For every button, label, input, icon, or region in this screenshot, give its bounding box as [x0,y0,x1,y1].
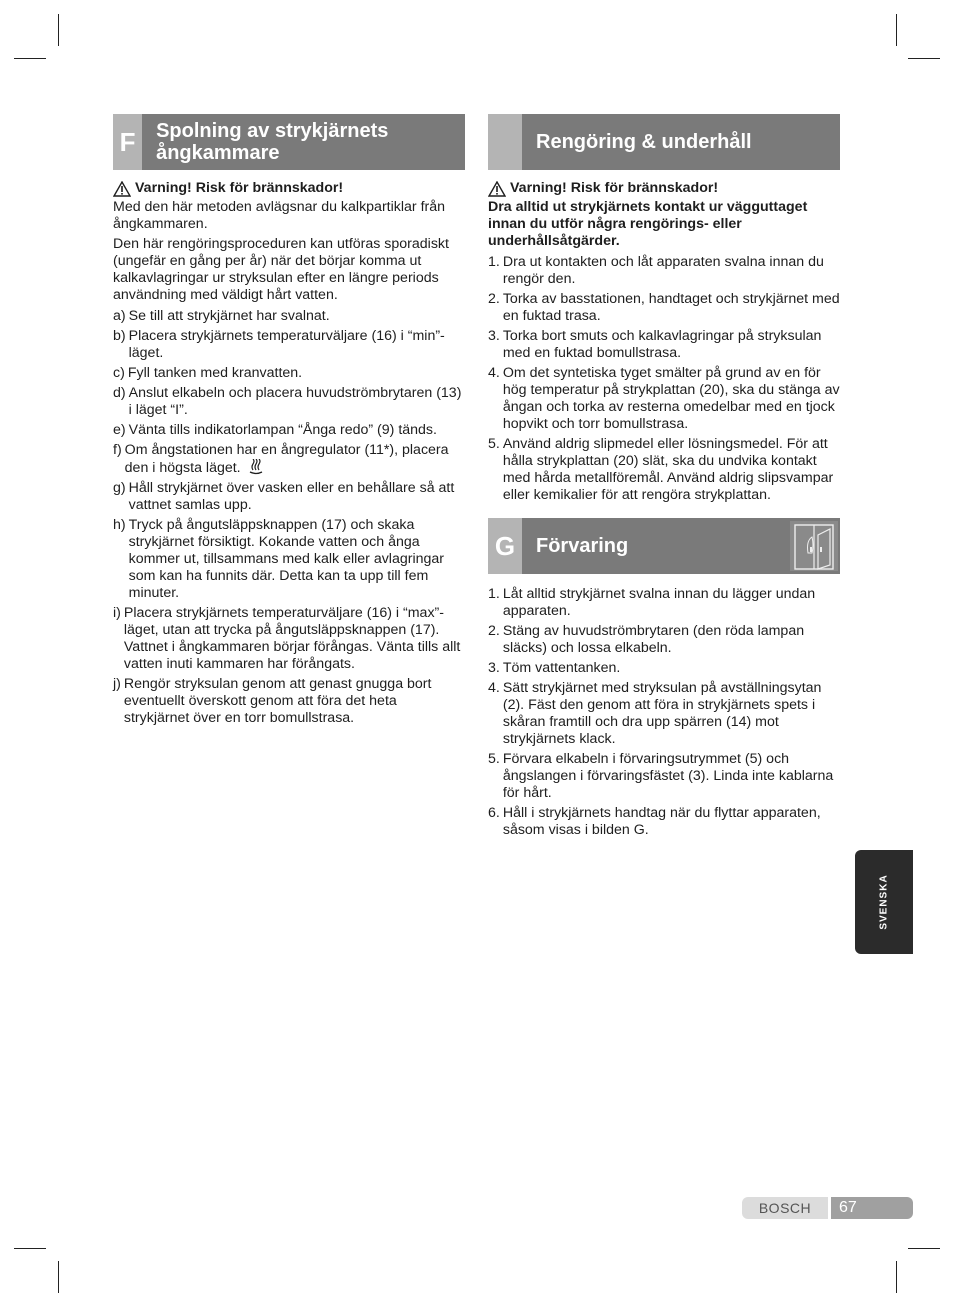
step-item [488,365,840,433]
step-label: e) [113,422,126,438]
wardrobe-icon [790,521,838,571]
intro-paragraph: Den här rengöringsproceduren kan utföras sporadiskt (ungefär en gång per år) när det börjar komma ut kalkavlagringar ur stryksulan efter en längre periods användning med väldigt hårt vatten. [113,236,449,303]
step-text: Håll strykjärnet över vasken eller en behållare så att vattnet samlas upp. [128,480,455,513]
step-item [113,676,465,727]
step-text: Torka bort smuts och kalkavlagringar på stryksulan med en fuktad bomullstrasa. [502,328,822,361]
step-text: Stäng av huvudströmbrytaren (den röda lampan släcks) och lossa elkabeln. [502,623,805,656]
step-item [113,365,465,382]
page-footer [742,1197,913,1219]
step-item [488,254,840,288]
section-title: Rengöring & underhåll [536,131,752,153]
step-label: 3. [488,328,500,344]
step-text: Håll i strykjärnets handtag när du flyttar apparaten, såsom visas i bilden G. [502,805,821,838]
steps-list [488,254,840,504]
step-text: Förvara elkabeln i förvaringsutrymmet (5) och ångslangen i förvaringsfästet (3). Linda inte kablarna för hårt. [502,751,834,801]
step-text: Placera strykjärnets temperaturväljare (16) i “min”-läget. [128,328,445,361]
section-letter: G [488,518,522,574]
step-label: 6. [488,805,500,821]
step-label: f) [113,442,122,458]
brand-label: BOSCH [742,1197,828,1219]
step-label: h) [113,517,126,533]
crop-mark [896,14,897,46]
steps-list [113,308,465,727]
step-item [113,605,465,673]
section-letter: F [113,114,142,170]
step-text: Om det syntetiska tyget smälter på grund av en för hög temperatur på strykplattan (20), ska du stänga av ångan och torka av resterna omedelbar med en tjock hopvikt och torr bomullstrasa. [502,365,840,432]
section-header [488,114,840,170]
step-label: b) [113,328,126,344]
step-item [488,805,840,839]
section-header [113,114,465,170]
warning-text: Varning! Risk för brännskador! [510,180,719,196]
crop-mark [908,58,940,59]
step-text: Om ångstationen har en ångregulator (11*), placera den i högsta läget. [124,442,449,476]
step-text: Anslut elkabeln och placera huvudströmbrytaren (13) i läget “I”. [128,385,462,418]
step-label: 5. [488,436,500,452]
step-label: 3. [488,660,500,676]
crop-mark [14,1248,46,1249]
crop-mark [58,14,59,46]
crop-mark [58,1261,59,1293]
step-label: 1. [488,586,500,602]
section-cleaning [488,114,840,842]
step-item [488,328,840,362]
step-label: a) [113,308,126,324]
crop-mark [14,58,46,59]
section-header [488,518,840,574]
step-item [113,480,465,514]
steps-list [488,586,840,839]
step-item [488,436,840,504]
step-text: Se till att strykjärnet har svalnat. [128,308,330,324]
step-text: Rengör stryksulan genom att genast gnugga bort eventuellt överskott genom att föra det heta strykjärnet över en torr bomullstrasa. [123,676,432,726]
section-flushing [113,114,465,730]
step-text: Vänta tills indikatorlampan “Ånga redo” (9) tänds. [128,422,437,438]
crop-mark [908,1248,940,1249]
section-title: Förvaring [536,535,629,557]
step-text: Töm vattentanken. [502,660,621,676]
step-item [488,291,840,325]
crop-mark [896,1261,897,1293]
step-item [488,660,840,677]
step-text: Använd aldrig slipmedel eller lösningsmedel. För att hålla strykplattan (20) slät, ska du undvika kontakt med hårda metallföremål. Använd aldrig slipsvampar eller kemikalier för att rengöra strykplattan. [502,436,834,503]
step-item [113,385,465,419]
language-tab [855,850,913,954]
step-text: Tryck på ångutsläppsknappen (17) och skaka strykjärnet försiktigt. Kokande vatten och ånga kommer ut, tillsammans med kalk eller avlagringar som kan ha funnits där. Detta kan ta upp till fem minuter. [128,517,445,601]
step-item [113,517,465,602]
step-label: i) [113,605,121,621]
step-item [113,442,465,477]
step-item [113,328,465,362]
step-text: Sätt strykjärnet med stryksulan på avställningsytan (2). Fäst den genom att föra in strykjärnets spets i skåran framtill och dra upp spärren (14) mot strykjärnets klack. [502,680,822,747]
step-label: g) [113,480,126,496]
step-label: 1. [488,254,500,270]
step-text: Torka av basstationen, handtaget och strykjärnet med en fuktad trasa. [502,291,840,324]
step-item [488,751,840,802]
step-label: 4. [488,680,500,696]
step-item [113,308,465,325]
bold-note: Dra alltid ut strykjärnets kontakt ur vägguttaget innan du utför några rengörings- eller underhållsåtgärder. [488,199,808,249]
step-text: Placera strykjärnets temperaturväljare (16) i “max”-läget, utan att trycka på ångutsläppsknappen (17). Vattnet i ångkammaren börjar förångas. Vänta tills allt vatten inuti kammaren har förångats. [123,605,461,672]
warning-line [113,180,465,197]
step-label: 5. [488,751,500,767]
warning-line [488,180,840,197]
step-label: 4. [488,365,500,381]
section-title: Spolning av strykjärnets ångkammare [156,120,389,164]
warning-triangle-icon [113,181,131,197]
step-text: Fyll tanken med kranvatten. [127,365,303,381]
warning-text: Varning! Risk för brännskador! [135,180,344,196]
language-tab-label: SVENSKA [878,874,890,930]
step-label: 2. [488,291,500,307]
step-label: j) [113,676,121,692]
warning-triangle-icon [488,181,506,197]
step-text: Låt alltid strykjärnet svalna innan du lägger undan apparaten. [502,586,816,619]
page-number: 67 [831,1197,913,1219]
step-item [488,680,840,748]
step-label: 2. [488,623,500,639]
step-item [113,422,465,439]
step-item [488,586,840,620]
step-label: c) [113,365,125,381]
step-text: Dra ut kontakten och låt apparaten svalna innan du rengör den. [502,254,824,287]
step-item [488,623,840,657]
section-letter [488,114,522,170]
steam-max-icon [248,459,264,475]
section-storage [488,518,840,839]
intro-paragraph: Med den här metoden avlägsnar du kalkpartiklar från ångkammaren. [113,199,446,232]
step-label: d) [113,385,126,401]
